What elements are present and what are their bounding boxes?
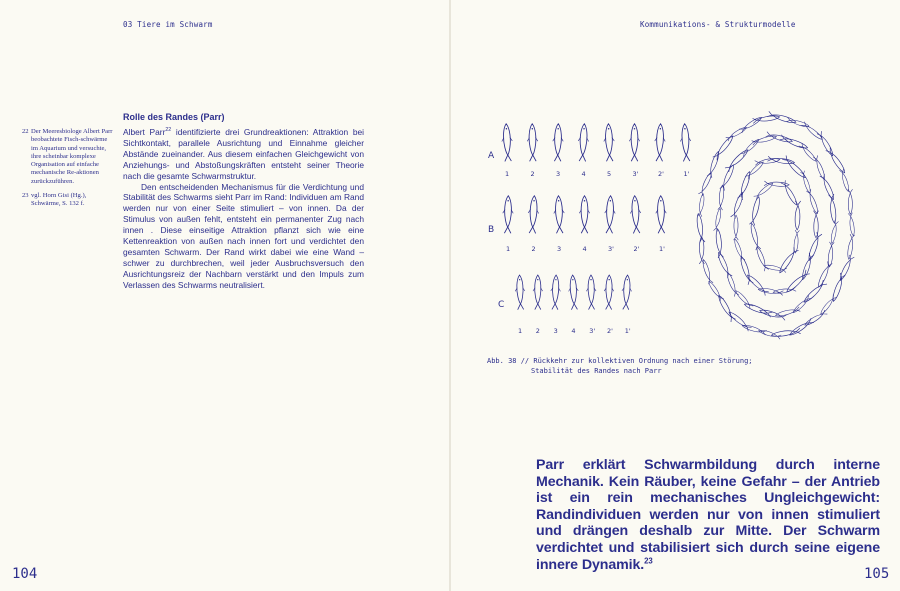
fish bbox=[552, 124, 563, 162]
fish-number: 4 bbox=[581, 170, 586, 178]
footnote-number: 22 bbox=[22, 128, 29, 135]
fish-number: 1 bbox=[518, 327, 523, 335]
fish bbox=[734, 289, 753, 309]
fish bbox=[807, 232, 822, 261]
fish-number: 1' bbox=[624, 327, 631, 335]
fish bbox=[603, 124, 615, 162]
left-page bbox=[0, 0, 449, 591]
paragraph-1-rest: identifizierte drei Grundreaktionen: Attraktion bei Sichtkontakt, parallele Ausrichtung und Einnahme gleicher Abstände zueinander. Aus diesem einfachen Gleichgewicht von Anziehungs- und Abstoßungskräften entsteht seiner Theorie nach die gesamte Schwarmstruktur. bbox=[123, 127, 365, 181]
fish bbox=[846, 234, 854, 259]
fish bbox=[802, 280, 827, 304]
fish-number: 3' bbox=[589, 327, 596, 335]
section-title: Rolle des Randes (Parr) bbox=[123, 112, 225, 122]
fish bbox=[527, 195, 539, 233]
fish bbox=[800, 171, 812, 194]
fish bbox=[550, 275, 561, 310]
fish bbox=[820, 174, 836, 201]
fish bbox=[819, 295, 837, 316]
fish bbox=[802, 122, 824, 141]
fish bbox=[621, 275, 632, 310]
fish bbox=[794, 201, 800, 230]
fish bbox=[725, 148, 750, 172]
fish bbox=[701, 259, 713, 284]
fish bbox=[629, 195, 641, 233]
fish bbox=[788, 318, 813, 337]
fish bbox=[679, 123, 691, 161]
formation-rows bbox=[488, 123, 692, 335]
fish-number: 1' bbox=[683, 170, 690, 178]
fish bbox=[767, 111, 796, 125]
fish bbox=[799, 143, 818, 163]
fish-number: 4 bbox=[582, 245, 587, 253]
paragraph-2: Den entscheidenden Mechanismus für die Verdichtung und Stabilität des Schwarms sieht Parr im Rand: Individuen am Rand werden nur von einer Seite stimuliert – von innen. Da der Stimulus von außen fehlt, entsteht ein permanenter Zug nach innen . Diese einseitige Attraktion pflanzt sich wie eine Kettenreaktion von außen nach innen fort und verdichtet den gesamten Schwarm. Der Rand wirkt dabei wie eine Wand – schwer zu durchbrechen, weil jeder Ausbruchsversuch den Ausrichtungsreiz der Nachbarn verstärkt und den Impuls zum Verlassen des Schwarms neutralisiert. bbox=[123, 181, 364, 290]
page-number-right: 105 bbox=[864, 566, 890, 582]
fish bbox=[830, 221, 839, 244]
fish bbox=[785, 270, 810, 294]
caption-line-1: Abb. 38 // Rückkehr zur kollektiven Ordnung nach einer Störung; bbox=[487, 357, 753, 365]
fish bbox=[758, 329, 781, 340]
fish bbox=[749, 223, 761, 250]
fish bbox=[604, 275, 614, 310]
fish bbox=[752, 134, 777, 145]
fish bbox=[739, 115, 763, 132]
fish bbox=[775, 307, 800, 318]
footnote-23 bbox=[22, 192, 114, 209]
fish bbox=[734, 215, 739, 240]
fish bbox=[707, 280, 724, 301]
paragraph-1 bbox=[123, 127, 364, 182]
fish-number: 2' bbox=[607, 327, 613, 335]
row-label: B bbox=[488, 225, 495, 235]
running-head-left: 03 Tiere im Schwarm bbox=[123, 20, 213, 29]
fish bbox=[716, 251, 732, 278]
fish bbox=[502, 196, 513, 234]
fish bbox=[655, 196, 666, 234]
fish-number: 3' bbox=[632, 170, 639, 178]
fish bbox=[758, 287, 783, 295]
fish-number: 3 bbox=[553, 327, 558, 335]
fish-number: 2 bbox=[535, 327, 540, 335]
fish-number: 2' bbox=[658, 170, 664, 178]
page-number-left: 104 bbox=[12, 566, 38, 582]
caption-line-2: Stabilität des Randes nach Parr bbox=[531, 366, 662, 375]
running-head-right: Kommunikations- & Strukturmodelle bbox=[640, 20, 796, 29]
fish bbox=[501, 123, 513, 161]
paragraph-1-start: Albert Parr bbox=[123, 127, 166, 137]
fish bbox=[828, 194, 837, 224]
row-label: C bbox=[498, 300, 505, 310]
footnote-ref-23: 23 bbox=[644, 555, 653, 565]
fish bbox=[826, 147, 847, 174]
fish-number: 5 bbox=[607, 170, 612, 178]
fish bbox=[696, 213, 705, 243]
fish bbox=[568, 275, 579, 310]
fish bbox=[813, 211, 818, 238]
fish bbox=[767, 156, 794, 165]
fish bbox=[749, 196, 761, 226]
figure-caption bbox=[487, 357, 753, 376]
fish-number: 2 bbox=[531, 245, 536, 253]
fish-number: 3' bbox=[608, 245, 614, 253]
fish bbox=[515, 275, 526, 310]
fish bbox=[579, 196, 590, 234]
fish-number: 1 bbox=[505, 170, 510, 178]
fish-number: 3 bbox=[557, 245, 562, 253]
fish bbox=[586, 275, 596, 310]
fish bbox=[716, 294, 735, 322]
footnote-text: Der Meeresbiologe Albert Parr beobachtete Fisch-schwärme im Aquarium und versuchte, ihre scheinbar komplexe Organisation auf einfache mechanische Re-aktionen zurückzuführen. bbox=[31, 128, 113, 185]
fish bbox=[739, 256, 754, 285]
fish bbox=[754, 182, 774, 200]
fish-school-illustration bbox=[480, 104, 870, 349]
pull-quote-text: Parr erklärt Schwarmbildung durch interne Mechanik. Kein Räuber, keine Gefahr – der Antrieb ist ein rein mechanisches Ungleichgewicht: Randindividuen werden nur von innen stimuliert und drängen deshalb zur Mitte. Der Schwarm verdichtet und stabilisiert sich durch seine eigene innere Dynamik. bbox=[536, 457, 880, 573]
fish bbox=[793, 230, 799, 253]
fish bbox=[714, 208, 723, 231]
fish bbox=[731, 191, 745, 218]
row-label: A bbox=[488, 151, 495, 161]
fish-number: 1 bbox=[506, 245, 511, 253]
footnote-22 bbox=[22, 128, 114, 186]
fish bbox=[715, 228, 724, 258]
fish bbox=[848, 189, 853, 214]
footnote-ref-22: 22 bbox=[165, 127, 172, 134]
swirl-formation bbox=[696, 111, 856, 339]
fish-number: 3 bbox=[556, 170, 561, 178]
fish bbox=[698, 193, 706, 216]
fish-number: 2' bbox=[633, 245, 640, 253]
fish-number: 4 bbox=[571, 327, 576, 335]
fish bbox=[533, 275, 543, 310]
fish bbox=[817, 131, 835, 157]
fish bbox=[553, 196, 565, 234]
footnotes bbox=[22, 128, 114, 215]
fish-number: 1' bbox=[659, 245, 665, 253]
fish bbox=[838, 255, 854, 282]
fish bbox=[654, 124, 666, 162]
fish bbox=[786, 117, 809, 128]
fish bbox=[527, 124, 538, 162]
body-text bbox=[123, 127, 364, 291]
fish bbox=[848, 213, 855, 236]
fish bbox=[806, 189, 819, 214]
fish bbox=[629, 124, 640, 162]
fish bbox=[604, 196, 616, 234]
footnote-number: 23 bbox=[22, 192, 29, 200]
footnote-text: vgl. Horn Gisi (Hg.), Schwärme, S. 132 f. bbox=[31, 192, 87, 208]
fish bbox=[745, 160, 765, 179]
fish-number: 2 bbox=[530, 170, 535, 178]
pull-quote bbox=[536, 457, 880, 573]
fish bbox=[713, 134, 735, 160]
fish bbox=[577, 123, 589, 161]
